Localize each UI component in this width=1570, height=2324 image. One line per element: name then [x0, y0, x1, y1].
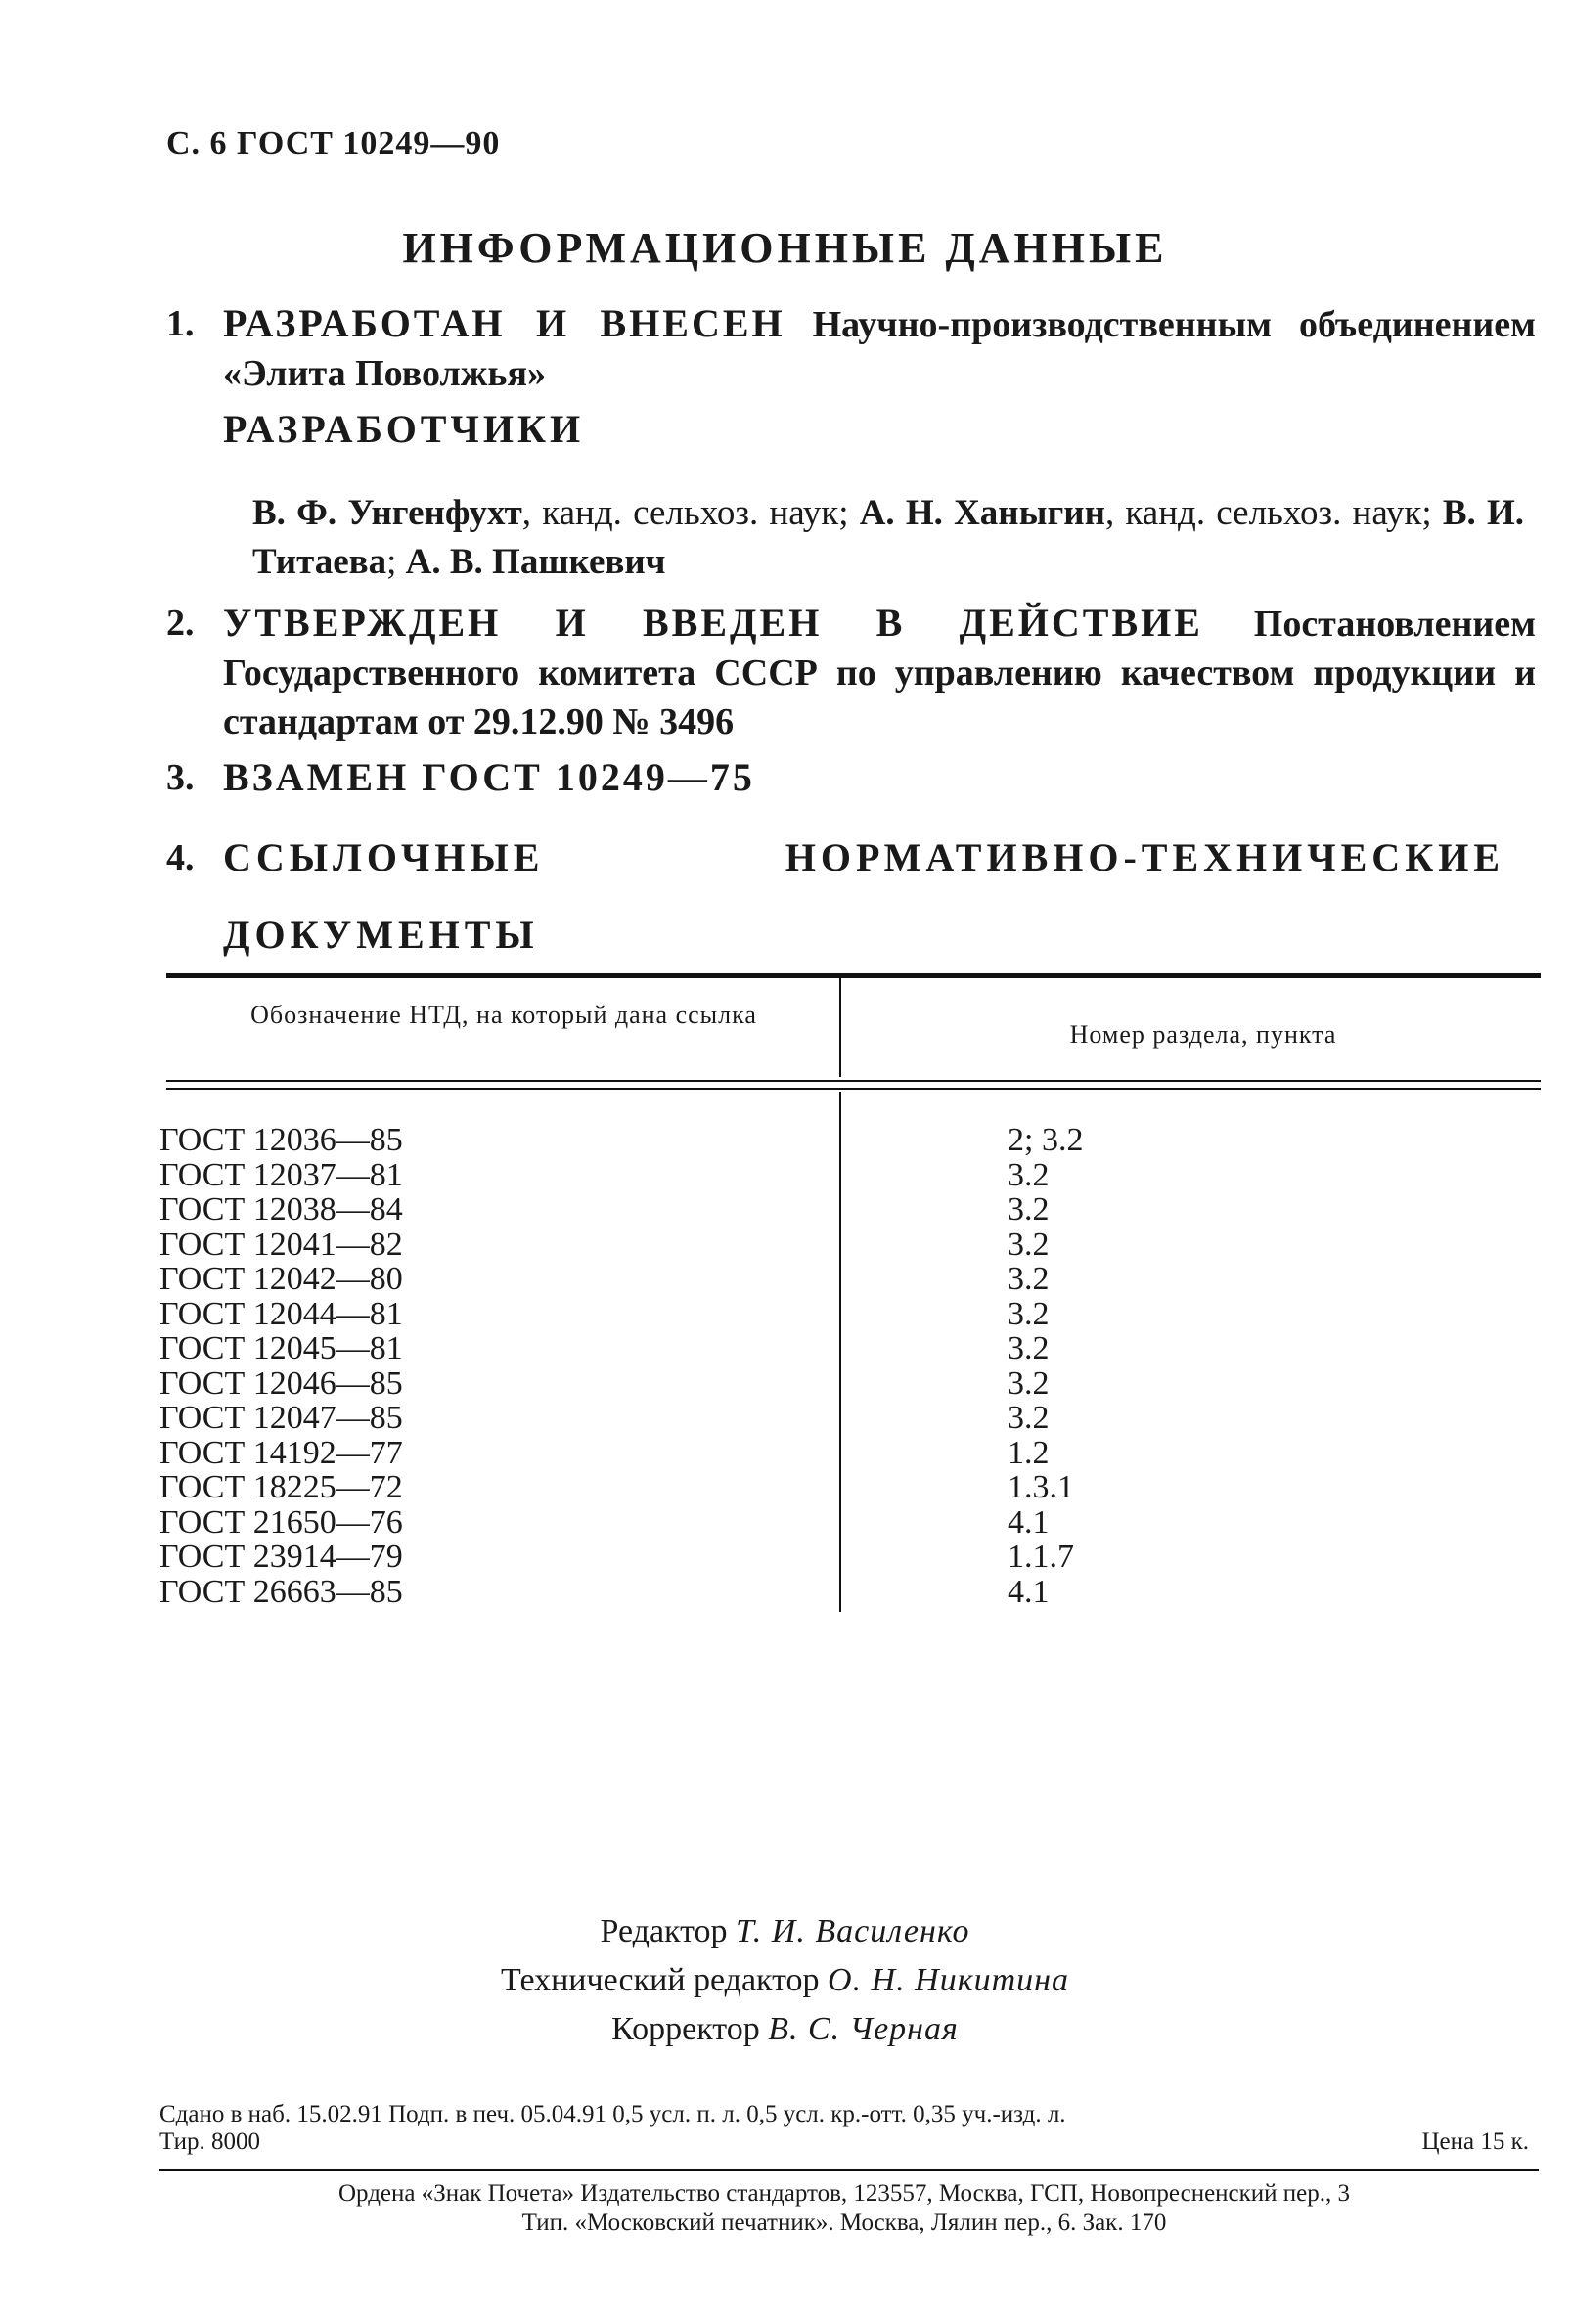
imprint [159, 2101, 1529, 2156]
table-body-divider [839, 1092, 841, 1612]
credit-corrector: Корректор В. С. Черная [611, 2011, 959, 2047]
developers-heading: РАЗРАБОТЧИКИ [223, 407, 585, 451]
footer-line-2: Тип. «Московский печатник». Москва, Лялин пер., 6. Зак. 170 [521, 2210, 1167, 2236]
developers-list: В. Ф. Унгенфухт, канд. сельхоз. наук; А. Н. Ханыгин, канд. сельхоз. наук; В. И. Титаева; А. В. Пашкевич [252, 493, 1525, 582]
item-1-caps: РАЗРАБОТАН И ВНЕСЕН [223, 301, 785, 345]
publisher-footer [159, 2179, 1529, 2238]
table-row-section: 3.2 [1008, 1191, 1050, 1228]
table-section-column [1008, 1123, 1083, 1609]
table-header-section: Номер раздела, пункта [1069, 1020, 1337, 1049]
developer-1: В. Ф. Унгенфухт [252, 493, 522, 533]
item-2-number: 2. [166, 603, 195, 644]
developer-3: В. И. Титаева [252, 493, 1525, 582]
table-row-document: ГОСТ 12047—85 [159, 1400, 403, 1436]
table-row-section: 3.2 [1008, 1156, 1050, 1193]
item-4-caps: ССЫЛОЧНЫЕ НОРМАТИВНО-ТЕХНИЧЕСКИЕ ДОКУМЕНТЫ [223, 835, 1504, 957]
table-row-document: ГОСТ 12037—81 [159, 1156, 403, 1193]
table-header-rule-2 [166, 1088, 1541, 1090]
table-row-section: 3.2 [1008, 1261, 1050, 1297]
credit-editor: Редактор Т. И. Василенко [600, 1913, 970, 1949]
item-4-number: 4. [166, 837, 195, 878]
table-header-rule-1 [166, 1080, 1541, 1082]
imprint-price: Цена 15 к. [1421, 2128, 1529, 2155]
table-row-section: 3.2 [1008, 1330, 1050, 1366]
item-1 [166, 299, 1536, 398]
table-row-document: ГОСТ 12045—81 [159, 1330, 403, 1366]
imprint-print-run: Тир. 8000 [159, 2128, 261, 2155]
page-title: ИНФОРМАЦИОННЫЕ ДАННЫЕ [402, 224, 1168, 272]
table-row-document: ГОСТ 21650—76 [159, 1503, 403, 1541]
item-3 [166, 753, 1536, 803]
item-3-caps: ВЗАМЕН ГОСТ 10249—75 [223, 755, 755, 799]
table-row-section: 2; 3.2 [1008, 1122, 1084, 1158]
imprint-line-1: Сдано в наб. 15.02.91 Подп. в печ. 05.04.91 0,5 усл. п. л. 0,5 усл. кр.-отт. 0,35 уч.-изд. л. [159, 2101, 1066, 2127]
item-4 [166, 820, 1536, 974]
footer-rule [159, 2169, 1539, 2171]
item-2-text: Постановлением Государственного комитета СССР по управлению качеством продукции и стандартам от 29.12.90 № 3496 [223, 603, 1537, 742]
developer-4: А. В. Пашкевич [405, 542, 666, 582]
table-row-document: ГОСТ 12042—80 [159, 1261, 403, 1297]
table-header-document: Обозначение НТД, на который дана ссылка [250, 1001, 757, 1029]
table-row-section: 1.2 [1008, 1434, 1050, 1471]
item-3-number: 3. [166, 757, 195, 798]
table-top-rule [166, 973, 1541, 978]
table-row-document: ГОСТ 12044—81 [159, 1295, 403, 1332]
table-row-document: ГОСТ 12046—85 [159, 1364, 403, 1402]
table-row-document: ГОСТ 18225—72 [159, 1469, 403, 1505]
item-1-text: Научно-производственным объединением «Элита Поволжья» [223, 304, 1536, 394]
page-header: С. 6 ГОСТ 10249—90 [166, 125, 501, 161]
table-document-column [159, 1123, 403, 1609]
table-row-section: 4.1 [1008, 1573, 1050, 1610]
credit-tech-editor: Технический редактор О. Н. Никитина [500, 1962, 1070, 1998]
table-row-document: ГОСТ 14192—77 [159, 1434, 403, 1471]
table-row-section: 3.2 [1008, 1400, 1050, 1436]
table-row-document: ГОСТ 12036—85 [159, 1122, 403, 1158]
table-row-section: 1.1.7 [1008, 1539, 1074, 1575]
table-row-document: ГОСТ 23914—79 [159, 1539, 403, 1575]
table-row-section: 4.1 [1008, 1503, 1050, 1541]
table-row-section: 3.2 [1008, 1364, 1050, 1402]
table-row-section: 3.2 [1008, 1226, 1050, 1263]
footer-line-1: Ордена «Знак Почета» Издательство стандартов, 123557, Москва, ГСП, Новопресненский пер., 3 [337, 2180, 1351, 2207]
table-row-section: 3.2 [1008, 1295, 1050, 1332]
table-row-section: 1.3.1 [1008, 1469, 1074, 1505]
item-2-caps: УТВЕРЖДЕН И ВВЕДЕН В ДЕЙСТВИЕ [223, 601, 1203, 645]
developer-2: А. Н. Ханыгин [859, 493, 1105, 533]
table-row-document: ГОСТ 12041—82 [159, 1226, 403, 1263]
table-header-divider [839, 976, 841, 1077]
table-row-document: ГОСТ 26663—85 [159, 1573, 403, 1610]
table-row-document: ГОСТ 12038—84 [159, 1191, 403, 1228]
item-1-number: 1. [166, 303, 195, 344]
item-2 [166, 599, 1536, 746]
